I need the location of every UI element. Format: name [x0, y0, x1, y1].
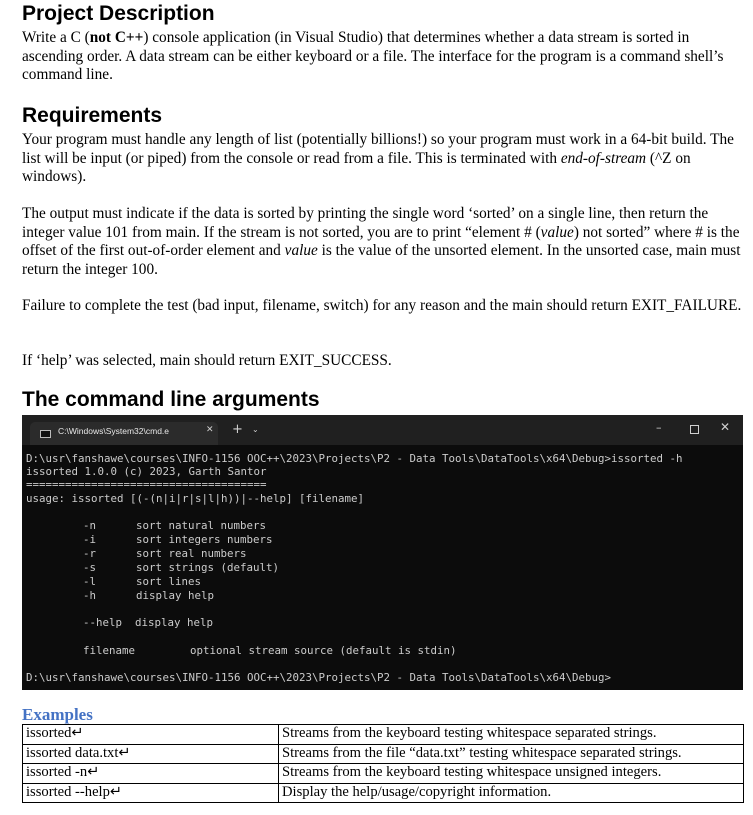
- examples-table: [22, 724, 744, 803]
- terminal-option: -h: [83, 589, 97, 602]
- terminal-usage-line: usage: issorted [(-(n|i|r|s|l|h))|--help] [filename]: [26, 492, 365, 505]
- examples-heading: Examples: [22, 705, 93, 724]
- terminal-option-desc: sort real numbers: [136, 547, 247, 560]
- minimize-icon[interactable]: –: [656, 421, 662, 434]
- table-row: [23, 744, 744, 764]
- terminal-help-line: --help display help: [83, 616, 214, 629]
- example-description: Display the help/usage/copyright information.: [279, 783, 744, 803]
- terminal-option: -s: [83, 561, 97, 574]
- terminal-filename-option: filename: [83, 644, 136, 657]
- terminal-window: [22, 415, 743, 690]
- terminal-option: -l: [83, 575, 97, 588]
- window-close-icon[interactable]: ✕: [720, 420, 731, 434]
- terminal-tab-title: C:\Windows\System32\cmd.e: [58, 426, 170, 436]
- maximize-icon[interactable]: [690, 425, 699, 434]
- requirements-heading: Requirements: [22, 104, 163, 127]
- project-description-heading: Project Description: [22, 2, 215, 25]
- terminal-tab[interactable]: [30, 422, 218, 445]
- new-tab-icon[interactable]: +: [232, 422, 243, 437]
- command-line-heading: The command line arguments: [22, 388, 320, 411]
- requirements-paragraph-4: If ‘help’ was selected, main should return EXIT_SUCCESS.: [22, 352, 392, 369]
- terminal-option: -n: [83, 519, 97, 532]
- chevron-down-icon[interactable]: ⌄: [252, 425, 259, 434]
- requirements-paragraph-3: Failure to complete the test (bad input, filename, switch) for any reason and the main should return EXIT_FAILURE.: [22, 297, 742, 314]
- terminal-tab-bar: [22, 415, 743, 445]
- terminal-option-desc: sort natural numbers: [136, 519, 267, 532]
- example-description: Streams from the file “data.txt” testing whitespace separated strings.: [279, 744, 744, 764]
- table-row: [23, 783, 744, 803]
- example-description: Streams from the keyboard testing whitespace unsigned integers.: [279, 764, 744, 784]
- example-description: Streams from the keyboard testing whitespace separated strings.: [279, 725, 744, 745]
- terminal-rule-line: =====================================: [26, 478, 267, 491]
- terminal-option-desc: display help: [136, 589, 215, 602]
- terminal-prompt-line: D:\usr\fanshawe\courses\INFO-1156 OOC++\2023\Projects\P2 - Data Tools\DataTools\x64\Debug>issorted -h: [26, 452, 683, 465]
- tab-close-icon[interactable]: ✕: [206, 425, 214, 435]
- terminal-banner-line: issorted 1.0.0 (c) 2023, Garth Santor: [26, 465, 267, 478]
- terminal-option-desc: sort strings (default): [136, 561, 280, 574]
- cmd-icon: [40, 430, 51, 438]
- example-command: issorted -n↵: [23, 764, 279, 784]
- example-command: issorted data.txt↵: [23, 744, 279, 764]
- project-description-text: Write a C (not C++) console application (in Visual Studio) that determines whether a data stream is sorted in ascending order. A data stream can be either keyboard or a file. The interface for the program is a command shell’s command line.: [22, 29, 724, 83]
- terminal-option-desc: sort lines: [136, 575, 202, 588]
- table-row: [23, 725, 744, 745]
- terminal-prompt-line: D:\usr\fanshawe\courses\INFO-1156 OOC++\2023\Projects\P2 - Data Tools\DataTools\x64\Debug>: [26, 671, 612, 684]
- terminal-option: -i: [83, 533, 97, 546]
- requirements-paragraph-2: The output must indicate if the data is sorted by printing the single word ‘sorted’ on a single line, then return the integer value 101 from main. If the stream is not sorted, you are to print “element # (value) not sorted” where # is the offset of the first out-of-order element and value is the value of the unsorted element. In the unsorted case, main must return the integer 100.: [22, 205, 741, 278]
- example-command: issorted --help↵: [23, 783, 279, 803]
- requirements-paragraph-1: Your program must handle any length of list (potentially billions!) so your program must work in a 64-bit build. The list will be input (or piped) from the console or read from a file. This is terminated with end-of-stream (^Z on windows).: [22, 131, 734, 185]
- example-command: issorted↵: [23, 725, 279, 745]
- table-row: [23, 764, 744, 784]
- terminal-option-desc: sort integers numbers: [136, 533, 273, 546]
- terminal-filename-desc: optional stream source (default is stdin): [190, 644, 457, 657]
- terminal-option: -r: [83, 547, 97, 560]
